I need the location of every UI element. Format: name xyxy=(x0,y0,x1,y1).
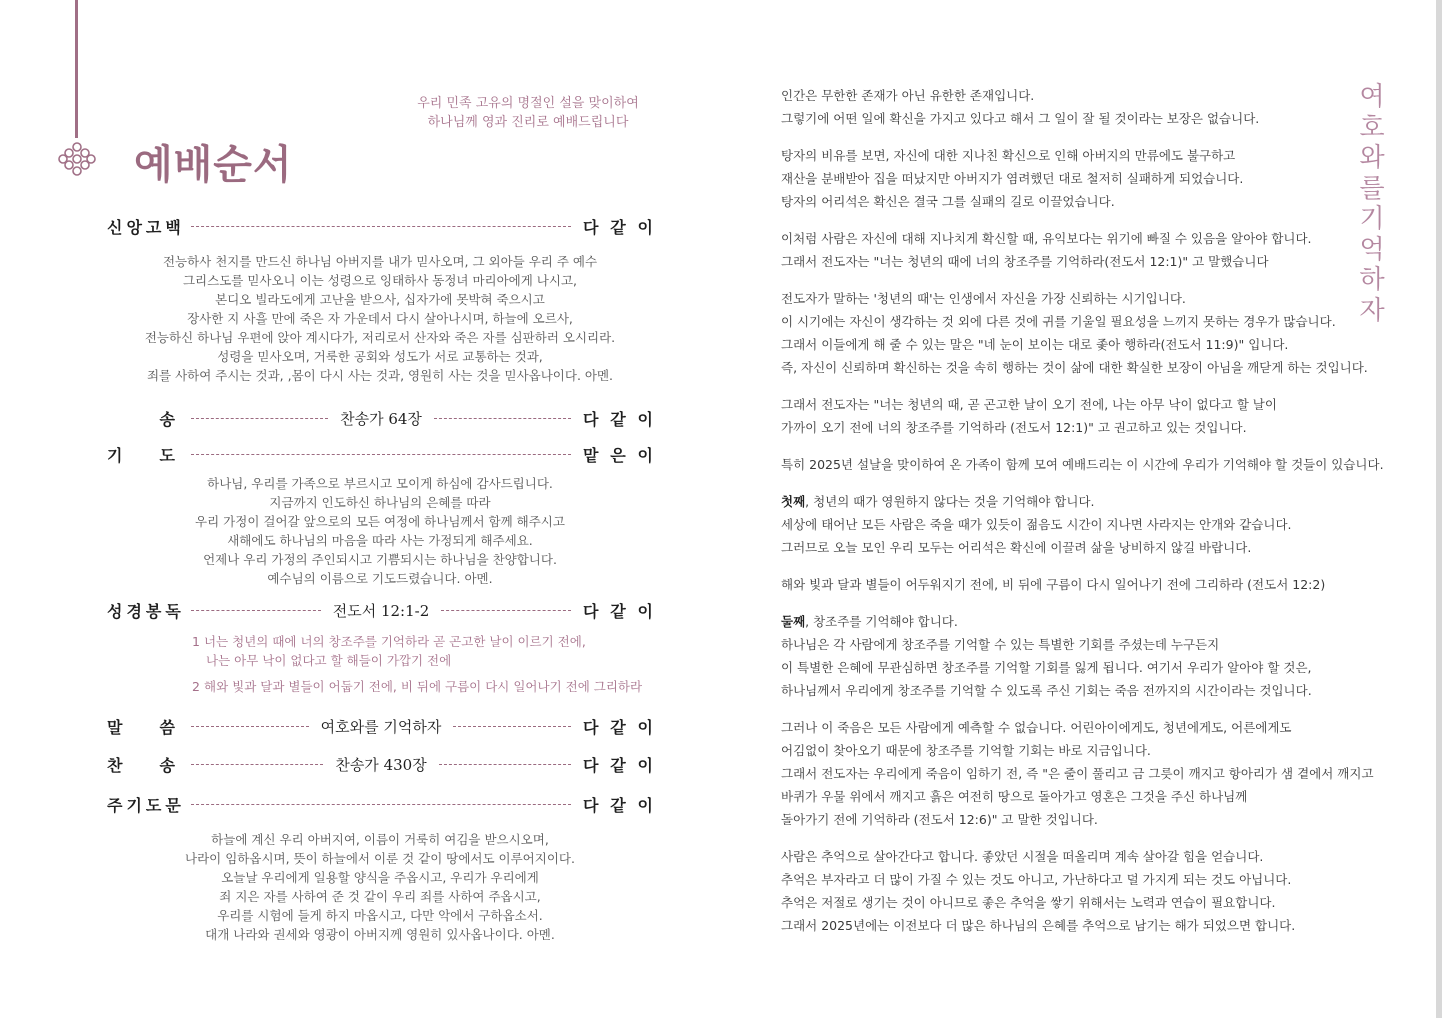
intro-line: 하나님께 영과 진리로 예배드립니다 xyxy=(427,115,629,130)
spread-char: 찬 xyxy=(107,755,123,775)
order-label: 신앙고백 xyxy=(107,217,185,237)
dash-line xyxy=(191,764,323,765)
lords-prayer-line: 오늘날 우리에게 일용할 양식을 주옵시고, 우리가 우리에게 xyxy=(221,870,539,885)
essay-line: 인간은 무한한 존재가 아닌 유한한 존재입니다. xyxy=(781,88,1035,103)
order-center: 전도서 12:1-2 xyxy=(332,601,430,620)
spread-char: 씀 xyxy=(159,717,175,737)
dash-line xyxy=(191,454,571,455)
essay-line: 사람은 추억으로 살아간다고 합니다. 좋았던 시절을 떠올리며 계속 살아갈 힘을 얻습니다. xyxy=(781,849,1264,864)
prayer-line: 언제나 우리 가정의 주인되시고 기쁨되시는 하나님을 찬양합니다. xyxy=(203,552,557,567)
lords-prayer-line: 대개 나라와 권세와 영광이 아버지께 영원히 있사옵나이다. 아멘. xyxy=(205,927,555,942)
dash-line xyxy=(191,804,571,805)
spread-char: 다 xyxy=(583,601,599,621)
essay-line: 추억은 부자라고 더 많이 가질 수 있는 것도 아니고, 가난하다고 덜 가지게 되는 것도 아닙니다. xyxy=(781,872,1292,887)
spread-char: 같 xyxy=(610,717,626,737)
creed-line: 성령을 믿사오며, 거룩한 공회와 성도가 서로 교통하는 것과, xyxy=(217,349,543,364)
essay-line: 탕자의 어리석은 확신은 결국 그를 실패의 길로 이끌었습니다. xyxy=(781,194,1115,209)
dash-line xyxy=(434,418,571,419)
essay-paragraph xyxy=(781,716,1374,831)
order-label xyxy=(107,715,179,738)
vertical-title-char: 하 xyxy=(1359,265,1385,295)
scripture-verse-2 xyxy=(192,677,642,696)
creed-line: 본디오 빌라도에게 고난을 받으사, 십자가에 못박혀 죽으시고 xyxy=(215,292,545,307)
order-label: 성경봉독 xyxy=(107,601,185,621)
scripture-verse-1 xyxy=(192,632,586,670)
order-label: 송 xyxy=(159,409,175,429)
essay-line: 이 특별한 은혜에 무관심하면 창조주를 기억할 기회를 잃게 됩니다. 여기서 우리가 알아야 할 것은, xyxy=(781,660,1312,675)
dash-line xyxy=(439,764,571,765)
essay-line: 첫째, 청년의 때가 영원하지 않다는 것을 기억해야 합니다. xyxy=(781,494,1095,509)
verse-text: 해와 빛과 달과 별들이 어둡기 전에, 비 뒤에 구름이 다시 일어나기 전에 그리하라 xyxy=(204,679,643,694)
essay-line: 그래서 전도자는 우리에게 죽음이 임하기 전, 즉 "은 줄이 풀리고 금 그릇이 깨지고 항아리가 샘 곁에서 깨지고 xyxy=(781,766,1374,781)
order-row-hymn1 xyxy=(107,406,653,430)
essay-line: 그러므로 오늘 모인 우리 모두는 어리석은 확신에 이끌려 삶을 낭비하지 않길 바랍니다. xyxy=(781,540,1252,555)
order-row-sermon xyxy=(107,714,653,738)
order-row-creed xyxy=(107,214,653,238)
spread-char: 이 xyxy=(637,409,654,429)
vertical-title-char: 억 xyxy=(1359,234,1385,265)
lords-prayer-line: 하늘에 계신 우리 아버지여, 이름이 거룩히 여김을 받으시오며, xyxy=(211,832,549,847)
spread-char: 다 xyxy=(583,795,599,815)
essay-line: 즉, 자신이 신뢰하며 확신하는 것을 속히 행하는 것이 삶에 대한 확실한 보장이 아님을 깨닫게 하는 것입니다. xyxy=(781,360,1368,375)
essay-line: 둘째, 창조주를 기억해야 합니다. xyxy=(781,614,958,629)
verse-text: 너는 청년의 때에 너의 창조주를 기억하라 곧 곤고한 날이 이르기 전에, xyxy=(204,634,586,649)
dash-line xyxy=(191,418,328,419)
order-center: 찬송가 64장 xyxy=(340,409,422,428)
order-who xyxy=(583,715,653,738)
essay-line: 그래서 이들에게 해 줄 수 있는 말은 "네 눈이 보이는 대로 좇아 행하라(전도서 11:9)" 입니다. xyxy=(781,337,1289,352)
order-who xyxy=(583,215,653,238)
ornament-cord xyxy=(75,0,78,138)
dash-line xyxy=(191,610,321,611)
order-who xyxy=(583,443,653,466)
essay-line: 하나님께서 우리에게 창조주를 기억할 수 있도록 주신 기회는 죽음 전까지의 시간이라는 것입니다. xyxy=(781,683,1312,698)
order-row-prayer xyxy=(107,442,653,466)
spread-char: 같 xyxy=(610,601,626,621)
essay-line: 어김없이 찾아오기 때문에 창조주를 기억할 기회는 바로 지금입니다. xyxy=(781,743,1151,758)
order-who xyxy=(583,407,653,430)
order-who xyxy=(583,793,653,816)
prayer-line: 지금까지 인도하신 하나님의 은혜를 따라 xyxy=(269,495,491,510)
prayer-line: 새해에도 하나님의 마음을 따라 사는 가정되게 해주세요. xyxy=(227,533,533,548)
prayer-line: 우리 가정이 걸어갈 앞으로의 모든 여정에 하나님께서 함께 해주시고 xyxy=(195,514,565,529)
essay-line: 특히 2025년 설날을 맞이하여 온 가족이 함께 모여 예배드리는 이 시간에 우리가 기억해야 할 것들이 있습니다. xyxy=(781,457,1384,472)
spread-char: 이 xyxy=(637,445,653,465)
intro-line: 우리 민족 고유의 명절인 설을 맞이하여 xyxy=(417,96,639,111)
essay-line: 탕자의 비유를 보면, 자신에 대한 지나친 확신으로 인해 아버지의 만류에도 불구하고 xyxy=(781,148,1236,163)
lords-prayer-line: 우리를 시험에 들게 하지 마옵시고, 다만 악에서 구하옵소서. xyxy=(217,908,543,923)
order-label xyxy=(107,443,179,466)
sermon-essay xyxy=(781,84,1384,951)
spread-char: 이 xyxy=(637,755,654,775)
essay-paragraph xyxy=(781,393,1341,439)
essay-line: 해와 빛과 달과 별들이 어두워지기 전에, 비 뒤에 구름이 다시 일어나기 전에 그리하라 (전도서 12:2) xyxy=(781,577,1326,592)
vertical-title-char: 기 xyxy=(1359,204,1385,234)
essay-line: 전도자가 말하는 '청년의 때'는 인생에서 자신을 가장 신뢰하는 시기입니다. xyxy=(781,291,1186,306)
spread-char: 다 xyxy=(583,717,599,737)
prayer-text xyxy=(120,474,640,588)
creed-line: 전능하신 하나님 우편에 앉아 계시다가, 저리로서 산자와 죽은 자를 심판하러 오시리라. xyxy=(144,330,616,345)
intro-text xyxy=(396,94,660,132)
order-label xyxy=(107,753,179,776)
spread-char: 말 xyxy=(107,717,123,737)
essay-line: 그래서 2025년에는 이전보다 더 많은 하나님의 은혜를 추억으로 남기는 해가 되었으면 합니다. xyxy=(781,918,1296,933)
spread-char: 이 xyxy=(637,717,654,737)
lords-prayer-line: 나라이 임하옵시며, 뜻이 하늘에서 이룬 것 같이 땅에서도 이루어지이다. xyxy=(185,851,575,866)
vertical-title-char: 자 xyxy=(1359,295,1385,326)
essay-line: 이처럼 사람은 자신에 대해 지나치게 확신할 때, 유익보다는 위기에 빠질 수 있음을 알아야 합니다. xyxy=(781,231,1312,246)
spread-char: 같 xyxy=(610,217,626,237)
spread-char: 다 xyxy=(583,409,599,429)
essay-paragraph xyxy=(781,227,1341,273)
essay-paragraph xyxy=(781,287,1368,379)
prayer-line: 하나님, 우리를 가족으로 부르시고 모이게 하심에 감사드립니다. xyxy=(207,476,553,491)
spread-char: 다 xyxy=(583,755,599,775)
essay-line: 그러나 이 죽음은 모든 사람에게 예측할 수 없습니다. 어린아이에게도, 청년에게도, 어른에게도 xyxy=(781,720,1292,735)
essay-line: 추억은 저절로 생기는 것이 아니므로 좋은 추억을 쌓기 위해서는 노력과 연습이 필요합니다. xyxy=(781,895,1276,910)
dash-line xyxy=(191,226,571,227)
essay-paragraph xyxy=(781,845,1341,937)
verse-number: 1 xyxy=(192,634,200,649)
spread-char: 같 xyxy=(610,755,626,775)
essay-paragraph xyxy=(781,84,1341,130)
essay-paragraph xyxy=(781,490,1341,559)
lords-prayer-text xyxy=(120,830,640,944)
essay-line: 바퀴가 우물 위에서 깨지고 흙은 여전히 땅으로 돌아가고 영혼은 그것을 주신 하나님께 xyxy=(781,789,1248,804)
spread-char: 맡 xyxy=(583,445,599,465)
knot-ornament-icon xyxy=(56,138,98,180)
order-who xyxy=(583,599,653,622)
verse-text: 나는 아무 낙이 없다고 할 해들이 가깝기 전에 xyxy=(206,653,452,668)
order-who xyxy=(583,753,653,776)
vertical-title xyxy=(1355,82,1389,326)
essay-paragraph xyxy=(781,453,1384,476)
spread-char: 같 xyxy=(610,409,626,429)
spread-char: 이 xyxy=(637,217,653,237)
creed-line: 죄를 사하여 주시는 것과, ,몸이 다시 사는 것과, 영원히 사는 것을 믿사옵나이다. 아멘. xyxy=(146,368,614,383)
essay-line: 그렇기에 어떤 일에 확신을 가지고 있다고 해서 그 일이 잘 될 것이라는 보장은 없습니다. xyxy=(781,111,1260,126)
spread-char: 이 xyxy=(637,601,654,621)
essay-line: 그래서 전도자는 "너는 청년의 때, 곧 곤고한 날이 오기 전에, 나는 아무 낙이 없다고 할 날이 xyxy=(781,397,1277,412)
creed-line: 전능하사 천지를 만드신 하나님 아버지를 내가 믿사오며, 그 외아들 우리 주 예수 xyxy=(162,254,598,269)
dash-line xyxy=(191,726,309,727)
spread-char: 은 xyxy=(610,445,626,465)
essay-line: 세상에 태어난 모든 사람은 죽을 때가 있듯이 젊음도 시간이 지나면 사라지는 안개와 같습니다. xyxy=(781,517,1292,532)
creed-line: 장사한 지 사흘 만에 죽은 자 가운데서 다시 살아나시며, 하늘에 오르사, xyxy=(187,311,573,326)
vertical-title-char: 여 xyxy=(1359,82,1385,112)
spread-char: 도 xyxy=(159,445,175,465)
spread-char: 기 xyxy=(107,445,123,465)
dash-line xyxy=(453,726,571,727)
spread-char: 다 xyxy=(583,217,599,237)
page-title: 예배순서 xyxy=(134,141,293,188)
essay-paragraph xyxy=(781,573,1341,596)
essay-line: 돌아가기 전에 기억하라 (전도서 12:6)" 고 말한 것입니다. xyxy=(781,812,1098,827)
page-edge xyxy=(1436,0,1442,1018)
lords-prayer-line: 죄 지은 자를 사하여 준 것 같이 우리 죄를 사하여 주옵시고, xyxy=(219,889,541,904)
order-center: 여호와를 기억하자 xyxy=(320,717,442,736)
essay-line: 이 시기에는 자신이 생각하는 것 외에 다른 것에 귀를 기울일 필요성을 느끼지 못하는 경우가 많습니다. xyxy=(781,314,1336,329)
creed-text xyxy=(120,252,640,385)
essay-paragraph xyxy=(781,610,1341,702)
vertical-title-char: 를 xyxy=(1359,173,1385,204)
essay-line: 가까이 오기 전에 너의 창조주를 기억하라 (전도서 12:1)" 고 권고하고 있는 것입니다. xyxy=(781,420,1247,435)
essay-paragraph xyxy=(781,144,1341,213)
verse-number: 2 xyxy=(192,679,200,694)
creed-line: 그리스도를 믿사오니 이는 성령으로 잉태하사 동정녀 마리아에게 나시고, xyxy=(182,273,578,288)
order-row-scripture xyxy=(107,598,653,622)
dash-line xyxy=(441,610,571,611)
essay-line: 하나님은 각 사람에게 창조주를 기억할 수 있는 특별한 기회를 주셨는데 누구든지 xyxy=(781,637,1220,652)
order-center: 찬송가 430장 xyxy=(335,755,427,774)
order-label: 주기도문 xyxy=(107,795,185,815)
order-row-lords-prayer xyxy=(107,792,653,816)
vertical-title-char: 호 xyxy=(1359,112,1385,143)
spread-char: 같 xyxy=(610,795,626,815)
spread-char: 이 xyxy=(637,795,653,815)
essay-line: 그래서 전도자는 "너는 청년의 때에 너의 창조주를 기억하라(전도서 12:1)" 고 말했습니다 xyxy=(781,254,1269,269)
vertical-title-char: 와 xyxy=(1359,143,1385,173)
spread-char: 송 xyxy=(159,755,175,775)
essay-line: 재산을 분배받아 집을 떠났지만 아버지가 염려했던 대로 철저히 실패하게 되었습니다. xyxy=(781,171,1244,186)
prayer-line: 예수님의 이름으로 기도드렸습니다. 아멘. xyxy=(267,571,493,586)
order-row-hymn2 xyxy=(107,752,653,776)
